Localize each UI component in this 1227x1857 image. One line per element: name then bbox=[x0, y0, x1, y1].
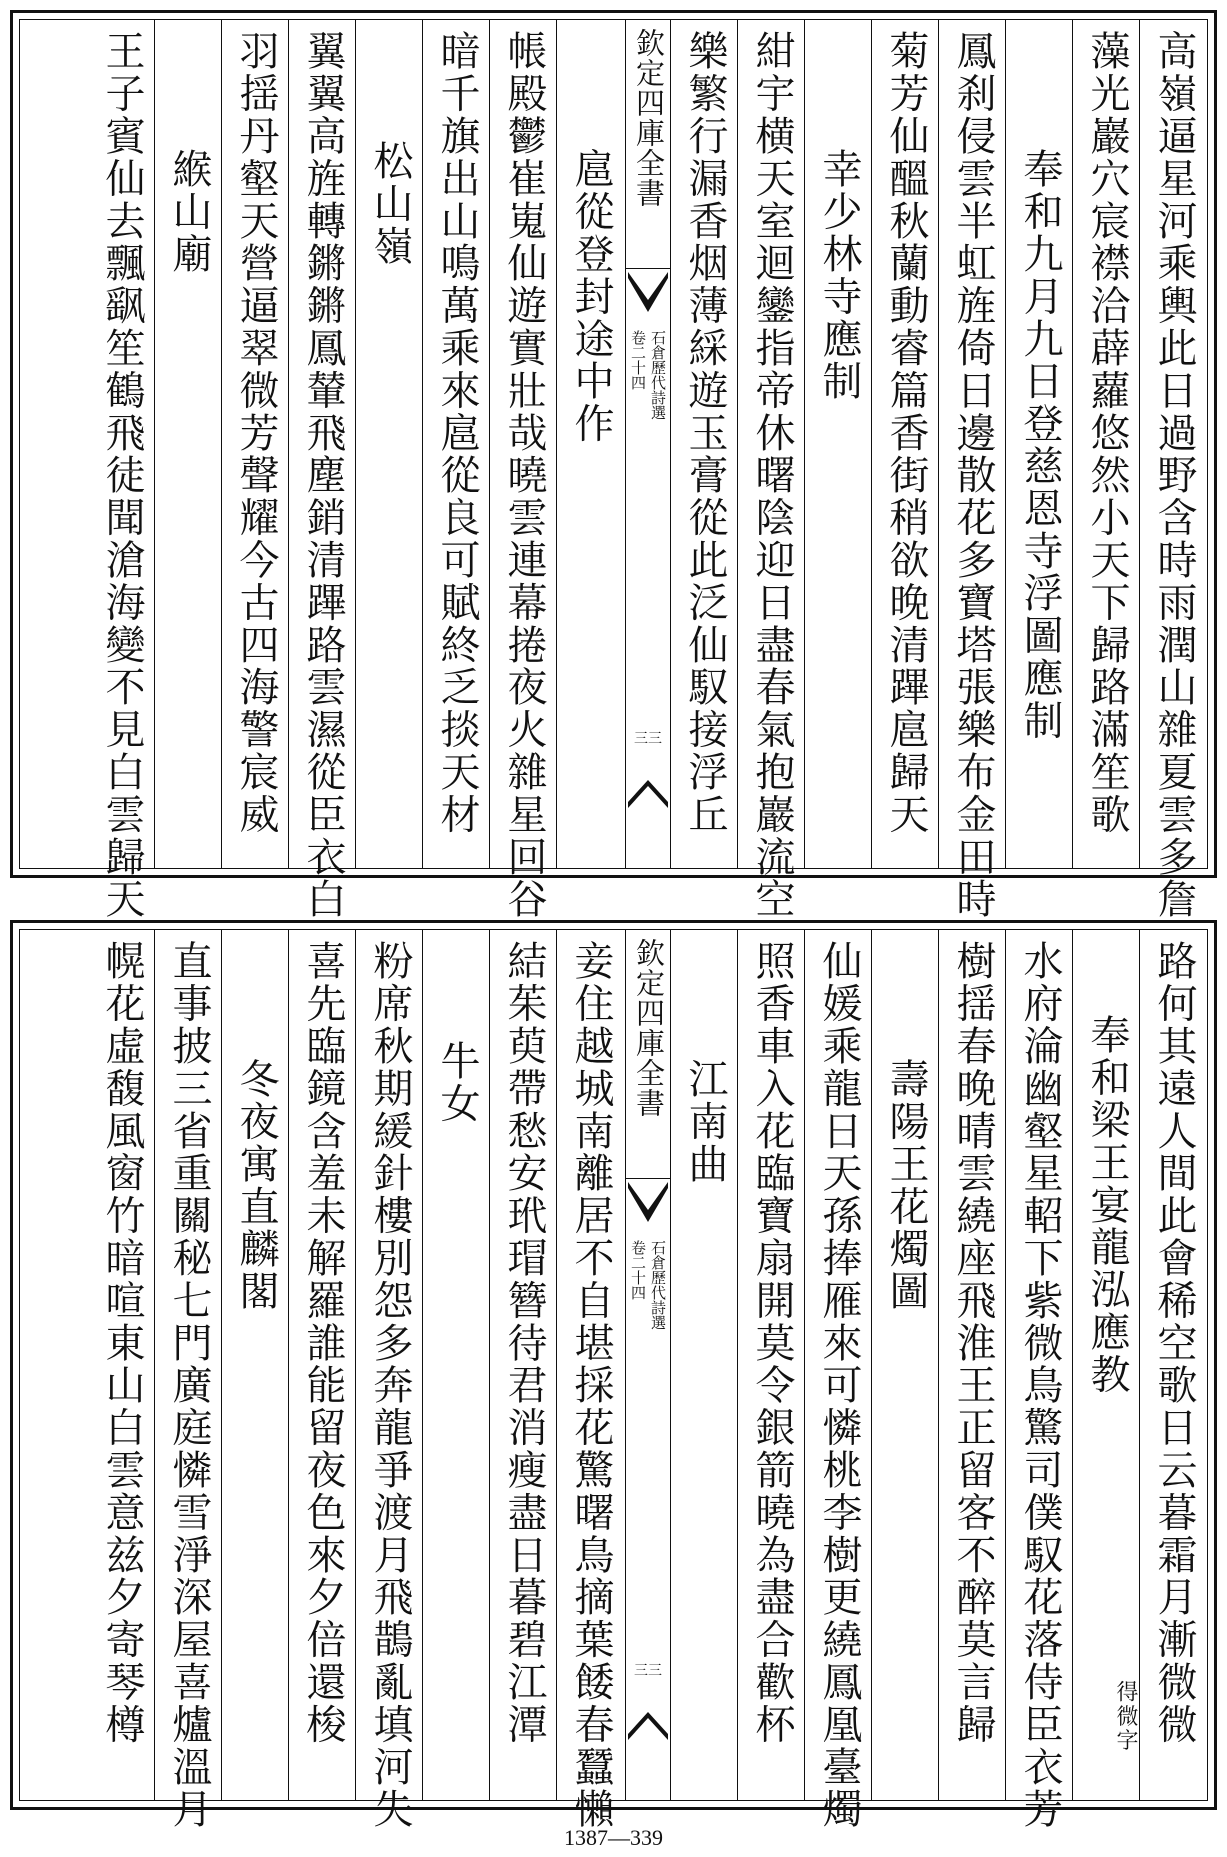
fold-header: 欽定四庫全書 bbox=[626, 28, 670, 269]
fold-header: 欽定四庫全書 bbox=[626, 938, 670, 1179]
column-text: 羽揺丹壑天營逼翠微芳聲耀今古四海警宸威 bbox=[233, 30, 279, 836]
text-column bbox=[1140, 20, 1207, 921]
poem-title-column bbox=[423, 930, 490, 1800]
center-fold bbox=[625, 20, 671, 868]
column-text: 翼翼高旌轉鏘鏘鳳輦飛塵銷清蹕路雲濕從臣衣白 bbox=[300, 30, 346, 921]
text-column bbox=[155, 930, 222, 1831]
column-text: 妾住越城南離居不自堪採花驚曙鳥摘葉餧春蠶懶 bbox=[568, 940, 614, 1831]
fish-tail-mark-icon bbox=[626, 778, 670, 808]
fold-page: 三三 bbox=[634, 731, 662, 747]
poem-title: 扈從登封途中作 bbox=[568, 148, 614, 445]
text-column bbox=[1140, 930, 1207, 1800]
poem-title-column bbox=[671, 930, 738, 1800]
text-column bbox=[289, 20, 356, 921]
poem-title: 幸少林寺應制 bbox=[816, 148, 862, 403]
column-text: 菊芳仙醞秋蘭動睿篇香街稍欲晚清蹕扈歸天 bbox=[883, 30, 929, 836]
column-text: 樂繁行漏香烟薄綵遊玉膏從此泛仙馭接浮丘 bbox=[682, 30, 728, 836]
poem-title: 牛女 bbox=[434, 1040, 480, 1125]
text-column bbox=[872, 20, 939, 868]
column-text: 幌花虛馥風窗竹暗喧東山白雲意兹夕寄琴樽 bbox=[99, 940, 145, 1746]
text-column bbox=[1006, 930, 1073, 1831]
column-text: 直事披三省重關秘七門廣庭憐雪淨深屋喜爐溫月 bbox=[166, 940, 212, 1831]
upper-page-frame bbox=[19, 19, 1208, 921]
column-text: 藻光巖穴宸襟洽薜蘿悠然小天下歸路滿笙歌 bbox=[1084, 30, 1130, 836]
text-column bbox=[490, 930, 557, 1800]
column-text: 鳳刹侵雲半虹旌倚日邊散花多寶塔張樂布金田時 bbox=[950, 30, 996, 921]
poem-title-column bbox=[356, 20, 423, 868]
column-text: 照香車入花臨寶扇開莫令銀箭曉為盡合歡杯 bbox=[749, 940, 795, 1746]
text-column bbox=[75, 20, 155, 921]
poem-title-column bbox=[872, 930, 939, 1800]
fold-volume: 卷二十四 bbox=[629, 1240, 647, 1300]
column-text: 路何其遠人間此會稀空歌日云暮霜月漸微微 bbox=[1151, 940, 1197, 1746]
poem-title-column bbox=[805, 20, 872, 868]
column-text: 樹揺春晚晴雲繞座飛淮王正留客不醉莫言歸 bbox=[950, 940, 996, 1746]
lower-page bbox=[10, 920, 1217, 1831]
column-text: 帳殿鬱崔嵬仙遊實壯哉曉雲連幕捲夜火雜星回谷 bbox=[501, 30, 547, 921]
column-text: 水府淪幽壑星軺下紫微鳥驚司僕馭花落侍臣衣芳 bbox=[1017, 940, 1063, 1831]
fold-volume: 卷二十四 bbox=[629, 330, 647, 390]
text-column bbox=[423, 20, 490, 868]
text-column bbox=[671, 20, 738, 868]
lower-page-frame bbox=[19, 929, 1208, 1831]
column-text: 高嶺逼星河乘輿此日過野含時雨潤山雜夏雲多詹 bbox=[1151, 30, 1197, 921]
column-text: 暗千旗出山鳴萬乘來扈從良可賦終乏掞天材 bbox=[434, 30, 480, 836]
poem-title: 奉和九月九日登慈恩寺浮圖應制 bbox=[1017, 148, 1063, 742]
poem-title: 冬夜寓直麟閣 bbox=[233, 1058, 279, 1313]
center-fold bbox=[625, 930, 671, 1800]
text-column bbox=[805, 930, 872, 1831]
fish-tail-mark-icon bbox=[626, 1710, 670, 1740]
column-text: 仙媛乘龍日天孫捧雁來可憐桃李樹更繞鳳凰臺燭 bbox=[816, 940, 862, 1831]
text-column bbox=[939, 20, 1006, 921]
poem-title-column bbox=[1073, 930, 1140, 1800]
text-column bbox=[939, 930, 1006, 1800]
text-column bbox=[222, 20, 289, 868]
poem-title-column bbox=[222, 930, 289, 1800]
poem-title: 松山嶺 bbox=[367, 140, 413, 268]
text-column bbox=[490, 20, 557, 921]
text-column bbox=[356, 930, 423, 1831]
poem-title-note: 得微字 bbox=[1113, 1680, 1138, 1754]
column-text: 紺宇横天室迴鑾指帝休曙陰迎日盡春氣抱巖流空 bbox=[749, 30, 795, 921]
poem-title-column bbox=[557, 20, 624, 868]
poem-title: 江南曲 bbox=[682, 1058, 728, 1186]
text-column bbox=[738, 930, 805, 1800]
fold-page: 三三 bbox=[634, 1663, 662, 1679]
poem-title: 奉和梁王宴龍泓應教 bbox=[1084, 1014, 1130, 1396]
column-text: 結茱萸帶愁安玳瑁簪待君消瘦盡日暮碧江潭 bbox=[501, 940, 547, 1746]
poem-title-column bbox=[155, 20, 222, 868]
fish-tail-mark-icon bbox=[626, 1182, 670, 1228]
fold-source: 石倉歷代詩選 bbox=[649, 330, 667, 420]
poem-title: 壽陽王花燭圖 bbox=[883, 1058, 929, 1313]
column-text: 王子賓仙去飄飖笙鶴飛徒聞滄海變不見白雲歸天 bbox=[99, 30, 145, 921]
fold-source: 石倉歷代詩選 bbox=[649, 1240, 667, 1330]
poem-title-column bbox=[1006, 20, 1073, 868]
poem-title: 緱山廟 bbox=[166, 148, 212, 276]
column-text: 粉席秋期緩針樓別怨多奔龍爭渡月飛鵲亂填河失 bbox=[367, 940, 413, 1831]
text-column bbox=[738, 20, 805, 921]
page-number: 1387—339 bbox=[564, 1825, 663, 1850]
column-text: 喜先臨鏡含羞未解羅誰能留夜色來夕倍還梭 bbox=[300, 940, 346, 1746]
text-column bbox=[557, 930, 624, 1831]
text-column bbox=[1073, 20, 1140, 868]
text-column bbox=[75, 930, 155, 1800]
fish-tail-mark-icon bbox=[626, 272, 670, 318]
upper-page bbox=[10, 10, 1217, 921]
text-column bbox=[289, 930, 356, 1800]
